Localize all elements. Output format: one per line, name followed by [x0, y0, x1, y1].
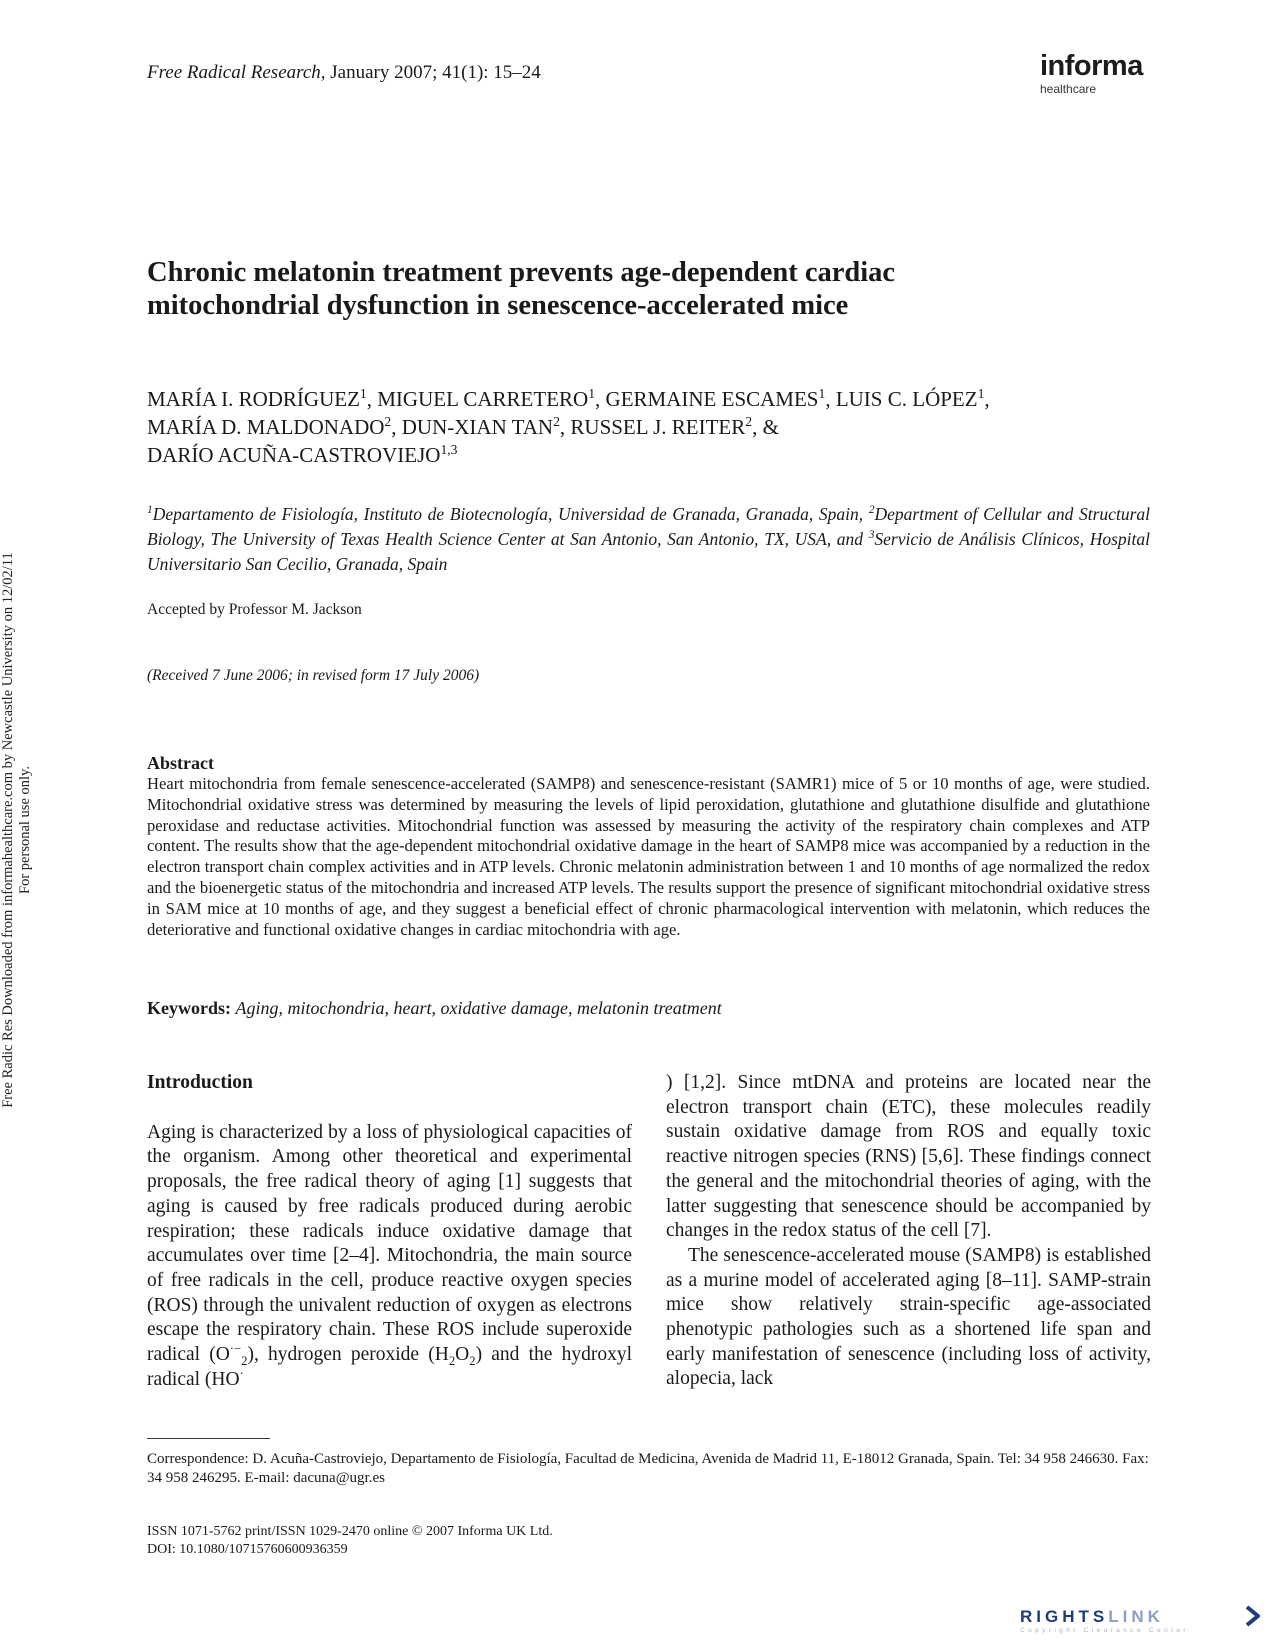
intro-text: ), hydrogen peroxide (H [247, 1344, 449, 1366]
rightslink-subtitle: Copyright Clearance Center [1020, 1627, 1189, 1634]
rightslink-logo[interactable] [1020, 1608, 1260, 1644]
intro-text-continued: ) [1,2]. Since mtDNA and proteins are located near the electron transport chain (ETC), these molecules readily sustain oxidative damage from ROS and equally toxic reactive nitrogen species (RNS) [5,6]. These findings connect the general and the mitochondrial theories of aging, with the latter suggesting that senescence should be accompanied by changes in the redox status of the cell [7]. [666, 1072, 1151, 1242]
author-name: DUN-XIAN TAN [401, 415, 554, 439]
rightslink-rights: RIGHTS [1020, 1607, 1109, 1626]
affiliation-text: Department of Cellular and Structural Biology, The University of Texas Health Science Center at San Antonio, San Antonio, TX, USA, and [147, 504, 1150, 549]
introduction-heading: Introduction [147, 1072, 253, 1093]
accepted-by: Accepted by Professor M. Jackson [147, 601, 362, 618]
author-name: MARÍA D. MALDONADO [147, 415, 385, 439]
intro-paragraph-1-continued [666, 1071, 1151, 1244]
affiliations [147, 502, 1150, 577]
intro-column-right [666, 1071, 1151, 1392]
article-title [147, 256, 1147, 322]
citation-details: , January 2007; 41(1): 15–24 [320, 62, 541, 83]
superscript: ·− [229, 1341, 242, 1356]
author-separator: , [984, 387, 990, 411]
author-separator: , [595, 387, 606, 411]
affiliation-mark: 2 [868, 504, 875, 517]
author-name: LUIS C. LÓPEZ [835, 387, 978, 411]
affiliation-mark: 3 [868, 529, 875, 542]
rightslink-arrow-icon [1244, 1605, 1262, 1627]
journal-citation [147, 62, 541, 84]
footnote-rule [147, 1438, 270, 1439]
author-separator: , & [752, 415, 779, 439]
intro-column-left [147, 1071, 632, 1392]
author-name: MARÍA I. RODRÍGUEZ [147, 387, 360, 411]
author-separator: , [825, 387, 836, 411]
superscript: · [239, 1366, 244, 1381]
abstract-heading: Abstract [147, 753, 214, 773]
author-name: GERMAINE ESCAMES [605, 387, 819, 411]
subscript: 2 [241, 1353, 248, 1368]
publisher-subtitle: healthcare [1040, 82, 1097, 96]
watermark-line-2: For personal use only. [17, 766, 33, 894]
journal-name: Free Radical Research [147, 62, 321, 83]
author-list [147, 385, 1157, 469]
affiliation-mark: 1 [147, 504, 153, 517]
author-separator: , [366, 387, 378, 411]
author-name: MIGUEL CARRETERO [377, 387, 589, 411]
affiliation-text: Servicio de Análisis Clínicos, Hospital Universitario San Cecilio, Granada, Spain [147, 529, 1150, 574]
intro-text: O [455, 1344, 470, 1366]
publisher-name: informa [1040, 50, 1143, 82]
affiliation-text: Departamento de Fisiología, Instituto de Biotecnología, Universidad de Granada, Granada, Spain, [152, 504, 869, 524]
rightslink-wordmark [1020, 1608, 1260, 1625]
download-watermark [0, 520, 34, 1140]
subscript: 2 [448, 1353, 456, 1368]
intro-text: Aging is characterized by a loss of physiological capacities of the organism. Among other theoretical and experimental proposals, the free radical theory of aging [1] suggests that aging is caused by free radicals produced during aerobic respiration; these radicals induce oxidative damage that accumulates over time [2–4]. Mitochondria, the main source of free radicals in the cell, produce reactive oxygen species (ROS) through the univalent reduction of oxygen as electrons escape the respiratory chain. These ROS include superoxide radical (O [147, 1121, 632, 1366]
author-separator: , [559, 415, 571, 439]
author-affiliation-mark: 2 [384, 414, 392, 429]
author-affiliation-mark: 1 [588, 386, 596, 401]
abstract-text: Heart mitochondria from female senescence-accelerated (SAMP8) and senescence-resistant (SAMR1) mice of 5 or 10 months of age, were studied. Mitochondrial oxidative stress was determined by measuring the levels of lipid peroxidation, glutathione and glutathione disulfide and glutathione peroxidase and reductase activities. Mitochondrial function was assessed by measuring the activity of the respiratory chain complexes and ATP content. The results show that the age-dependent mitochondrial oxidative damage in the heart of SAMP8 mice was accompanied by a reduction in the electron transport chain complex activities and in ATP levels. Chronic melatonin administration between 1 and 10 months of age normalized the redox and the bioenergetic status of the mitochondria and increased ATP levels. The results support the presence of significant mitochondrial oxidative stress in SAM mice at 10 months of age, and they suggest a beneficial effect of chronic pharmacological intervention with melatonin, which reduces the deteriorative and functional oxidative changes in cardiac mitochondria with age. [147, 774, 1150, 939]
keywords [147, 998, 1150, 1019]
publisher-logo [1040, 52, 1143, 95]
intro-paragraph-1 [147, 1121, 632, 1393]
abstract-section [147, 752, 1150, 940]
received-dates: (Received 7 June 2006; in revised form 17 July 2006) [147, 667, 480, 684]
author-affiliation-mark: 2 [745, 414, 753, 429]
issn-line: ISSN 1071-5762 print/ISSN 1029-2470 online © 2007 Informa UK Ltd. [147, 1524, 553, 1539]
author-affiliation-mark: 1 [359, 386, 367, 401]
author-affiliation-mark: 1 [977, 386, 985, 401]
publication-info [147, 1523, 847, 1559]
doi-line: DOI: 10.1080/10715760600936359 [147, 1542, 348, 1557]
author-affiliation-mark: 2 [553, 414, 560, 429]
author-affiliation-mark: 1,3 [440, 442, 458, 457]
author-separator: , [391, 415, 402, 439]
author-name: DARÍO ACUÑA-CASTROVIEJO [147, 443, 441, 467]
author-name: RUSSEL J. REITER [570, 415, 746, 439]
title-line-2: mitochondrial dysfunction in senescence-accelerated mice [147, 290, 849, 321]
keywords-label: Keywords: [147, 998, 231, 1018]
title-line-1: Chronic melatonin treatment prevents age-dependent cardiac [147, 257, 896, 288]
author-affiliation-mark: 1 [818, 386, 826, 401]
correspondence-note: Correspondence: D. Acuña-Castroviejo, Departamento de Fisiología, Facultad de Medicina, Avenida de Madrid 11, E-18012 Granada, Spain. Tel: 34 958 246630. Fax: 34 958 246295. E-mail: dacuna@ugr.es [147, 1451, 1149, 1486]
intro-text: ) and the hydroxyl radical (HO [147, 1344, 632, 1390]
watermark-line-1: Free Radic Res Downloaded from informahealthcare.com by Newcastle University on 12/02/11 [0, 552, 16, 1108]
keywords-list: Aging, mitochondria, heart, oxidative damage, melatonin treatment [235, 998, 722, 1018]
subscript: 2 [469, 1353, 476, 1368]
intro-paragraph-2: The senescence-accelerated mouse (SAMP8) is established as a murine model of accelerated aging [8–11]. SAMP-strain mice show relatively strain-specific age-associated phenotypic pathologies such as a shortened life span and early manifestation of senescence (including loss of activity, alopecia, lack [666, 1244, 1151, 1390]
rightslink-link: LINK [1108, 1607, 1164, 1626]
